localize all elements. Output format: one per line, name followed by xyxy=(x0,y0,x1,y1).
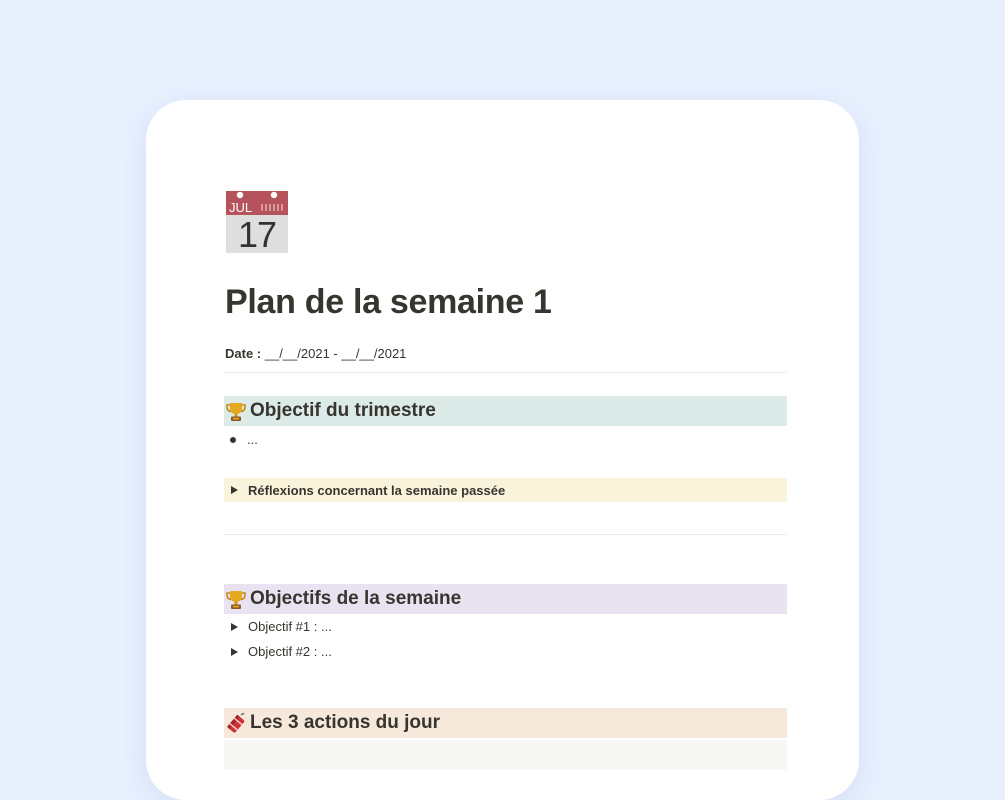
divider xyxy=(224,534,787,535)
toggle-goal-1-text: Objectif #1 : ... xyxy=(248,619,332,634)
calendar-day-text: 17 xyxy=(238,214,277,253)
toggle-reflection-text: Réflexions concernant la semaine passée xyxy=(248,482,506,498)
toggle-arrow-icon[interactable] xyxy=(231,648,238,656)
heading-daily-actions[interactable] xyxy=(224,708,787,738)
date-label: Date : xyxy=(225,346,262,361)
heading-daily-actions-text: Les 3 actions du jour xyxy=(250,712,441,733)
toggle-goal-2-text: Objectif #2 : ... xyxy=(248,644,332,659)
firecracker-icon xyxy=(225,712,247,734)
toggle-goal-2[interactable] xyxy=(224,644,332,659)
toggle-reflection[interactable] xyxy=(224,478,787,502)
trophy-icon xyxy=(225,400,247,422)
heading-week-goals[interactable] xyxy=(224,584,787,614)
date-property[interactable] xyxy=(225,346,406,361)
page-card xyxy=(146,100,859,800)
list-item-text: ... xyxy=(247,432,258,447)
bullet-dot xyxy=(230,437,236,443)
calendar-month-text: JUL xyxy=(229,200,253,215)
list-item[interactable] xyxy=(230,432,258,447)
heading-quarter-goal-text: Objectif du trimestre xyxy=(250,400,436,421)
date-value: __/__/2021 - __/__/2021 xyxy=(261,346,407,361)
toggle-arrow-icon[interactable] xyxy=(231,486,238,494)
divider xyxy=(224,372,787,373)
heading-week-goals-text: Objectifs de la semaine xyxy=(250,588,462,609)
calendar-icon[interactable] xyxy=(226,191,288,253)
trophy-icon xyxy=(225,588,247,610)
page-title[interactable]: Plan de la semaine 1 xyxy=(225,283,552,321)
heading-quarter-goal[interactable] xyxy=(224,396,787,426)
toggle-arrow-icon[interactable] xyxy=(231,623,238,631)
table-block xyxy=(224,740,787,770)
toggle-goal-1[interactable] xyxy=(224,619,332,634)
